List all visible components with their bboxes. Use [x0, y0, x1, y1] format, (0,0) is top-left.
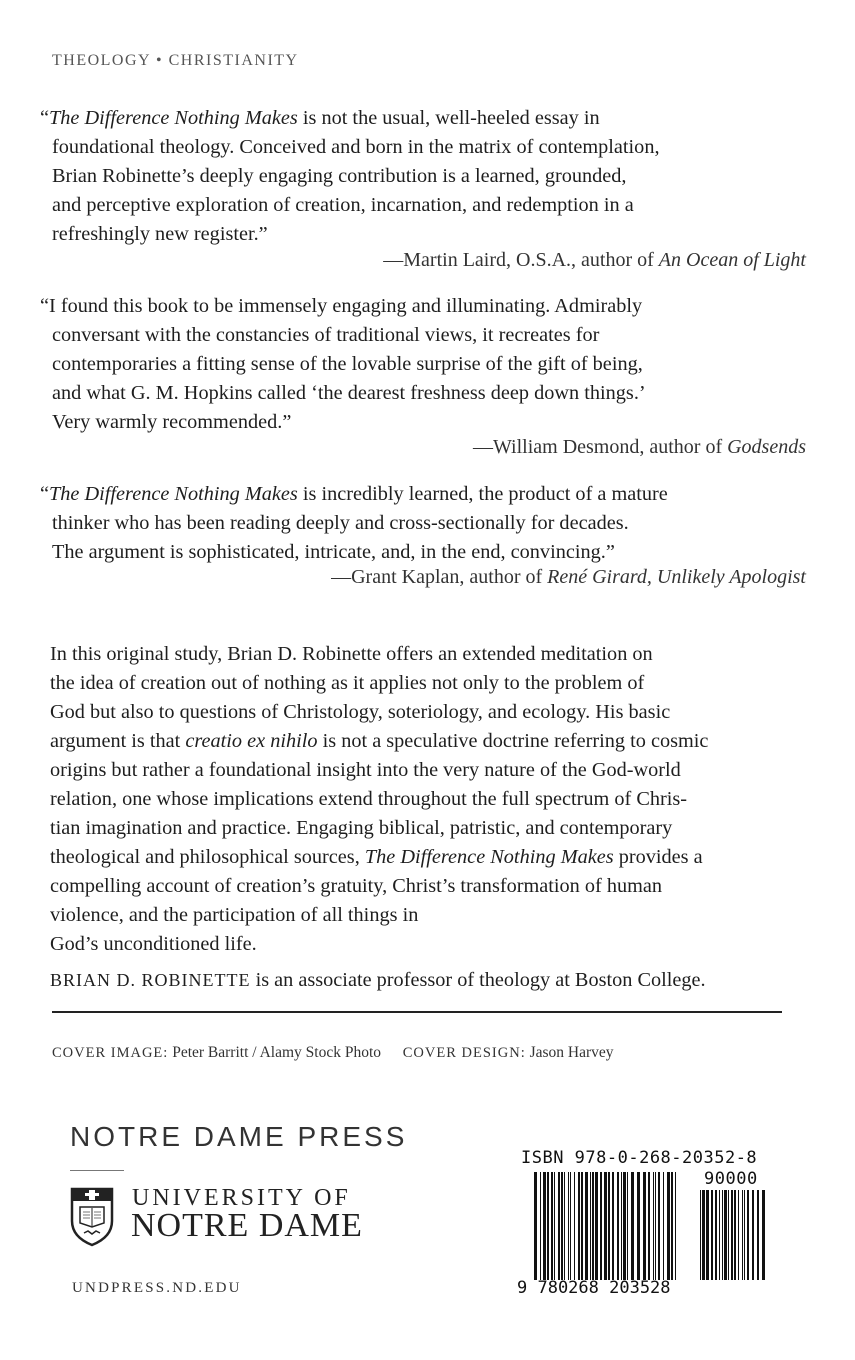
- text-run: God’s unconditioned life.: [50, 933, 257, 955]
- cover-design-label: COVER DESIGN:: [402, 1045, 526, 1061]
- barcode-bar: [627, 1172, 628, 1280]
- isbn-label: ISBN 978-0-268-20352-8: [521, 1148, 758, 1168]
- text-run: —William Desmond, author of: [472, 436, 728, 458]
- description-line: [50, 872, 810, 901]
- description-line: [50, 698, 810, 727]
- quote-line: [40, 220, 815, 249]
- cover-credits: [52, 1044, 614, 1062]
- endorsement-attribution-kaplan: [331, 566, 806, 589]
- text-run: theological and philosophical sources,: [50, 846, 365, 868]
- quote-line: [40, 104, 815, 133]
- description-line: [50, 814, 810, 843]
- barcode-bar: [621, 1172, 622, 1280]
- publisher-divider: [70, 1170, 124, 1171]
- quote-line: [40, 191, 815, 220]
- barcode-bar: [617, 1172, 619, 1280]
- barcode-bar: [648, 1172, 650, 1280]
- quote-line: [40, 480, 815, 509]
- barcode-bar: [543, 1172, 546, 1280]
- barcode-bar: [540, 1172, 541, 1280]
- text-run: conversant with the constancies of traditional views, it recreates for: [52, 324, 600, 346]
- barcode-bar: [554, 1172, 555, 1280]
- barcode-bar: [592, 1172, 594, 1280]
- barcode-bar: [612, 1172, 614, 1280]
- barcode-bar: [738, 1190, 739, 1280]
- description-line: [50, 930, 810, 959]
- barcode-bar: [551, 1172, 553, 1280]
- book-description: [50, 640, 810, 959]
- quote-line: [40, 350, 815, 379]
- barcode-bar: [564, 1172, 565, 1280]
- text-run: thinker who has been reading deeply and cross-sectionally for decades.: [52, 512, 629, 534]
- barcode-bar: [731, 1190, 733, 1280]
- barcode-bar: [595, 1172, 598, 1280]
- text-run: is not the usual, well-heeled essay in: [297, 107, 600, 129]
- barcode-bar: [581, 1172, 583, 1280]
- description-line: [50, 756, 810, 785]
- barcode-bar: [724, 1190, 727, 1280]
- text-run: argument is that: [50, 730, 186, 752]
- description-line: [50, 901, 810, 930]
- author-bio: [50, 969, 706, 992]
- barcode-bar: [568, 1172, 569, 1280]
- text-run: contemporaries a fitting sense of the lovable surprise of the gift of being,: [52, 353, 643, 375]
- barcode-bar: [643, 1172, 646, 1280]
- text-run: —Grant Kaplan, author of: [331, 566, 548, 588]
- text-run: relation, one whose implications extend throughout the full spectrum of Chris-: [50, 788, 688, 810]
- barcode-bar: [574, 1172, 575, 1280]
- barcode-bar: [653, 1172, 654, 1280]
- barcode-bar: [747, 1190, 749, 1280]
- barcode-bar: [600, 1172, 602, 1280]
- endorsement-quote-desmond: [40, 292, 815, 437]
- text-run: origins but rather a foundational insight into the very nature of the God-world: [50, 759, 681, 781]
- text-run: compelling account of creation’s gratuity, Christ’s transformation of human: [50, 875, 663, 897]
- endorsement-quote-laird: [40, 104, 815, 249]
- cover-image-label: COVER IMAGE:: [52, 1045, 169, 1061]
- quote-line: [40, 162, 815, 191]
- barcode-bar: [734, 1190, 736, 1280]
- italic-text: The Difference Nothing Makes: [49, 483, 298, 505]
- author-name: BRIAN D. ROBINETTE: [50, 970, 251, 990]
- cover-design-credit: Jason Harvey: [525, 1044, 614, 1061]
- description-line: [50, 843, 810, 872]
- text-run: and what G. M. Hopkins called ‘the dearest freshness deep down things.’: [52, 382, 646, 404]
- barcode-bar: [719, 1190, 720, 1280]
- description-line: [50, 785, 810, 814]
- isbn-barcode: [534, 1172, 680, 1280]
- barcode-bar: [700, 1190, 701, 1280]
- barcode-bar: [658, 1172, 660, 1280]
- text-run: and perceptive exploration of creation, incarnation, and redemption in a: [52, 194, 634, 216]
- price-barcode: [700, 1190, 768, 1280]
- barcode-bar: [561, 1172, 563, 1280]
- barcode-bar: [570, 1172, 571, 1280]
- barcode-bar: [702, 1190, 705, 1280]
- quote-line: [40, 292, 815, 321]
- barcode-bar: [655, 1172, 656, 1280]
- text-run: “I found this book to be immensely engaging and illuminating. Admirably: [40, 295, 643, 317]
- publisher-name: NOTRE DAME PRESS: [70, 1121, 408, 1152]
- barcode-bar: [604, 1172, 607, 1280]
- italic-text: An Ocean of Light: [658, 249, 806, 271]
- isbn-digits: 9 780268 203528: [517, 1278, 671, 1298]
- barcode-bar: [534, 1172, 537, 1280]
- text-run: “: [40, 483, 50, 505]
- barcode-bar: [585, 1172, 588, 1280]
- description-line: [50, 669, 810, 698]
- barcode-bar: [744, 1190, 745, 1280]
- quote-line: [40, 133, 815, 162]
- barcode-bar: [752, 1190, 754, 1280]
- italic-text: The Difference Nothing Makes: [364, 846, 614, 868]
- barcode-bar: [667, 1172, 670, 1280]
- quote-line: [40, 538, 815, 567]
- barcode-bar: [715, 1190, 717, 1280]
- text-run: —Martin Laird, O.S.A., author of: [383, 249, 659, 271]
- author-bio-text: is an associate professor of theology at Boston College.: [250, 969, 706, 991]
- description-line: [50, 727, 810, 756]
- barcode-bar: [742, 1190, 743, 1280]
- barcode-bar: [728, 1190, 729, 1280]
- text-run: In this original study, Brian D. Robinette offers an extended meditation on: [50, 643, 653, 665]
- barcode-bar: [631, 1172, 634, 1280]
- text-run: the idea of creation out of nothing as it applies not only to the problem of: [50, 672, 645, 694]
- university-name-line2: NOTRE DAME: [131, 1207, 363, 1244]
- italic-text: René Girard, Unlikely Apologist: [547, 566, 806, 588]
- quote-line: [40, 408, 815, 437]
- barcode-bar: [637, 1172, 640, 1280]
- text-run: provides a: [613, 846, 703, 868]
- text-run: The argument is sophisticated, intricate, and, in the end, convincing.”: [52, 541, 615, 563]
- quote-line: [40, 379, 815, 408]
- text-run: is incredibly learned, the product of a mature: [297, 483, 668, 505]
- cover-image-credit: Peter Barritt / Alamy Stock Photo: [168, 1044, 382, 1061]
- barcode-bar: [590, 1172, 591, 1280]
- barcode-bar: [722, 1190, 723, 1280]
- text-run: Very warmly recommended.”: [52, 411, 292, 433]
- italic-text: Godsends: [727, 436, 806, 458]
- text-run: Brian Robinette’s deeply engaging contribution is a learned, grounded,: [52, 165, 627, 187]
- barcode-bar: [578, 1172, 580, 1280]
- barcode-bar: [558, 1172, 560, 1280]
- barcode-bar: [671, 1172, 673, 1280]
- quote-line: [40, 509, 815, 538]
- quote-line: [40, 321, 815, 350]
- university-name-line1: UNIVERSITY OF: [132, 1185, 351, 1211]
- university-crest-icon: [70, 1187, 114, 1247]
- endorsement-quote-kaplan: [40, 480, 815, 567]
- category-label: THEOLOGY • CHRISTIANITY: [52, 52, 299, 69]
- text-run: “: [40, 107, 50, 129]
- barcode-bar: [663, 1172, 664, 1280]
- section-divider: [52, 1011, 782, 1013]
- description-line: [50, 640, 810, 669]
- text-run: foundational theology. Conceived and born in the matrix of contemplation,: [52, 136, 660, 158]
- barcode-bar: [547, 1172, 549, 1280]
- text-run: refreshingly new register.”: [52, 223, 268, 245]
- price-code: 90000: [704, 1169, 758, 1189]
- endorsement-attribution-desmond: [473, 436, 806, 459]
- publisher-url: UNDPRESS.ND.EDU: [72, 1280, 242, 1296]
- text-run: tian imagination and practice. Engaging biblical, patristic, and contemporary: [50, 817, 673, 839]
- endorsement-attribution-laird: [383, 249, 806, 272]
- barcode-bar: [675, 1172, 676, 1280]
- italic-text: creatio ex nihilo: [185, 730, 318, 752]
- barcode-bar: [757, 1190, 759, 1280]
- barcode-bar: [608, 1172, 610, 1280]
- barcode-bar: [711, 1190, 713, 1280]
- italic-text: The Difference Nothing Makes: [49, 107, 298, 129]
- barcode-bar: [706, 1190, 709, 1280]
- text-run: is not a speculative doctrine referring to cosmic: [317, 730, 709, 752]
- barcode-bar: [623, 1172, 626, 1280]
- barcode-bar: [762, 1190, 765, 1280]
- text-run: violence, and the participation of all things in: [50, 904, 419, 926]
- text-run: God but also to questions of Christology, soteriology, and ecology. His basic: [50, 701, 671, 723]
